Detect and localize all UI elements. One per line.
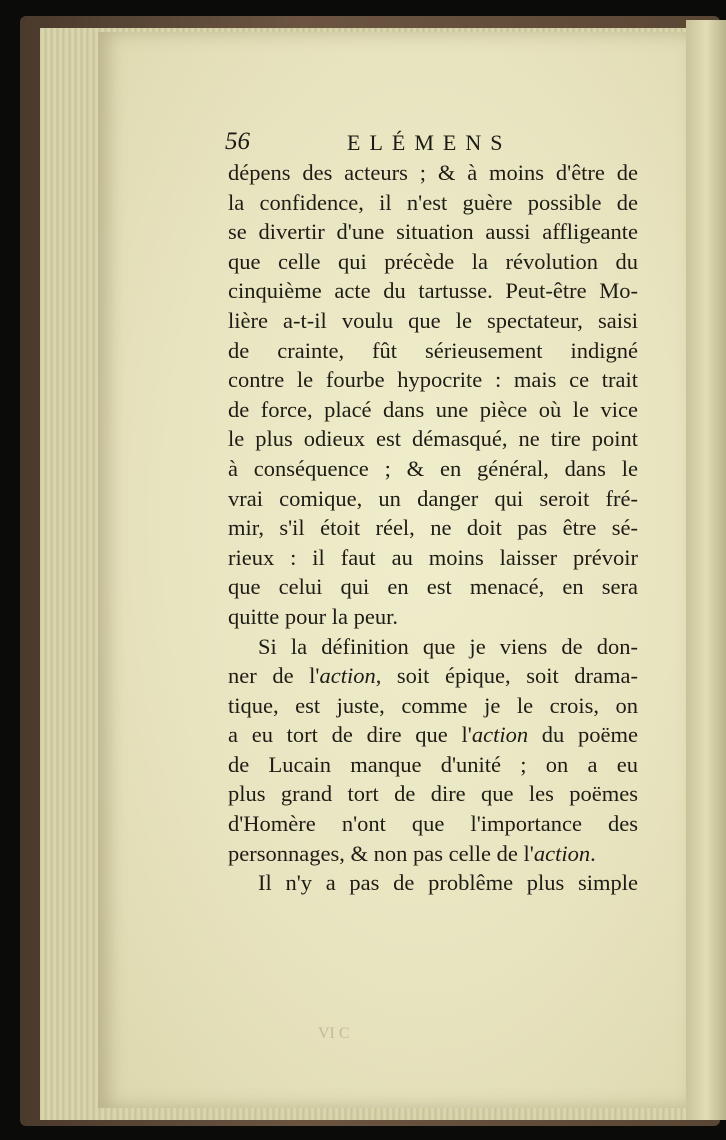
text-line: vrai comique, un danger qui seroit fré- (228, 485, 638, 511)
page-number: 56 (225, 128, 250, 155)
text-line: la confidence, il n'est guère possible de (228, 189, 638, 215)
text-line: dépens des acteurs ; & à moins d'être de (228, 160, 638, 185)
running-title: ELÉMENS (347, 130, 512, 155)
text-line: rieux : il faut au moins laisser prévoir (228, 544, 638, 570)
text-line (228, 720, 638, 750)
text-line: tique, est juste, comme je le crois, on (228, 692, 638, 718)
text-line: Il n'y a pas de problême plus simple (258, 870, 638, 896)
text-fragment: ner de l' (228, 663, 320, 689)
text-line: mir, s'il étoit réel, ne doit pas être sé- (228, 515, 638, 541)
text-line (228, 839, 638, 869)
text-line: plus grand tort de dire que les poëmes (228, 781, 638, 807)
italic-action: action (533, 840, 591, 866)
text-fragment: personnages, & non pas celle de l' (228, 840, 534, 866)
text-line (228, 661, 638, 691)
text-line: le plus odieux est démasqué, ne tire point (228, 426, 638, 452)
text-line: quitte pour la peur. (228, 603, 398, 629)
page-header (225, 128, 645, 158)
text-fragment: , soit épique, soit drama- (375, 663, 638, 689)
text-line: contre le fourbe hypocrite : mais ce trait (228, 367, 638, 393)
text-line: de crainte, fût sérieusement indigné (228, 337, 638, 363)
italic-action: action (319, 663, 376, 689)
text-line: d'Homère n'ont que l'importance des (228, 811, 638, 837)
text-line: lière a-t-il voulu que le spectateur, saisi (228, 307, 638, 333)
text-fragment: a eu tort de dire que l' (228, 722, 472, 748)
text-fragment: . (590, 840, 596, 866)
text-line: que celui qui en est menacé, en sera (228, 574, 638, 600)
italic-action: action (471, 722, 529, 748)
text-line: cinquième acte du tartusse. Peut-être Mo- (228, 278, 638, 304)
text-line: que celle qui précède la révolution du (228, 248, 638, 274)
text-line: de Lucain manque d'unité ; on a eu (228, 751, 638, 777)
body-text (228, 158, 638, 898)
faint-mark: VI C (318, 1025, 350, 1042)
text-line: se divertir d'une situation aussi affligeante (228, 219, 638, 245)
text-fragment: du poëme (528, 722, 638, 748)
text-line: de force, placé dans une pièce où le vice (228, 396, 638, 422)
text-line: à conséquence ; & en général, dans le (228, 455, 638, 481)
facing-page-edge (686, 20, 726, 1120)
text-line: Si la définition que je viens de don- (258, 633, 638, 659)
